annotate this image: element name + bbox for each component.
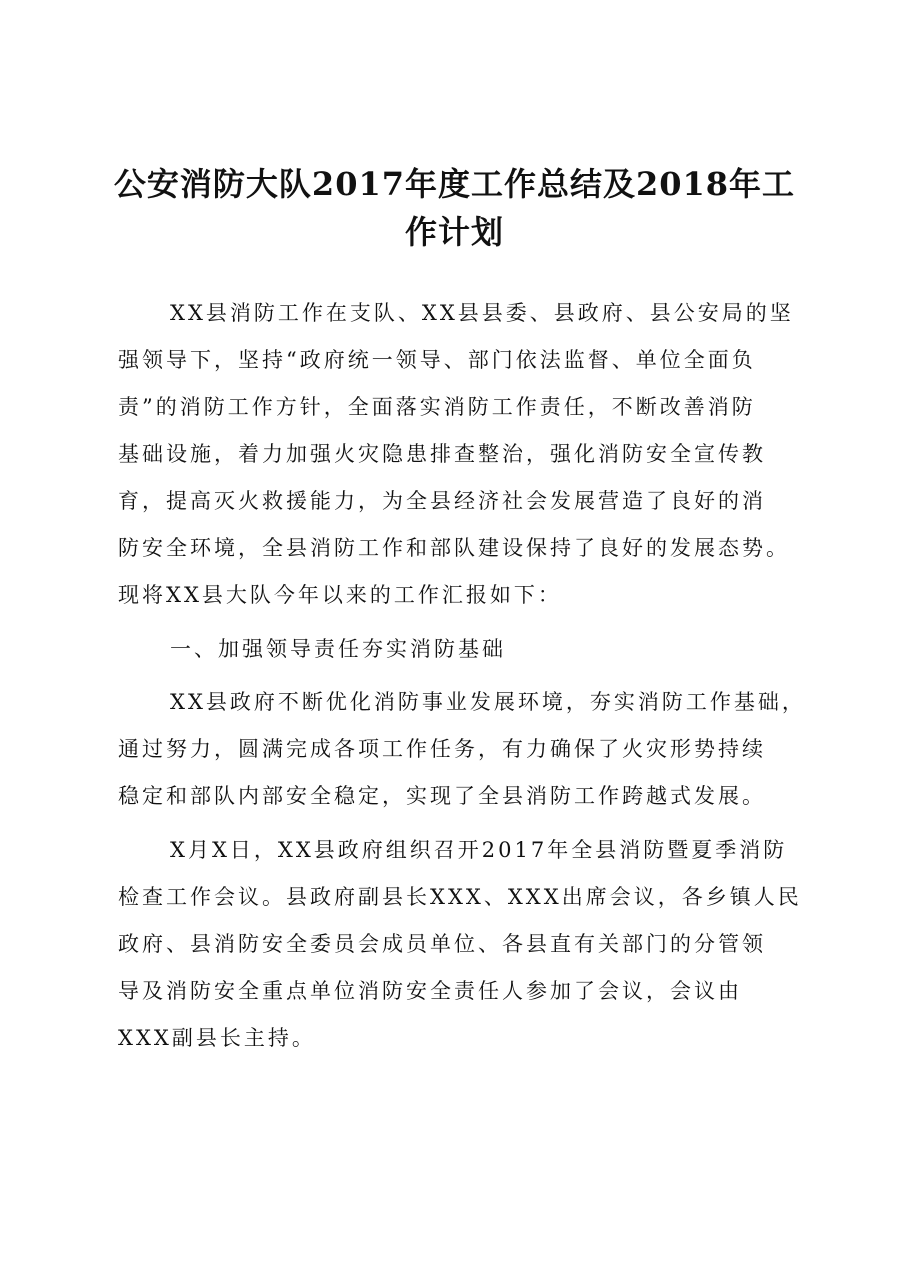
text-line: XX县消防工作在支队、XX县县委、县政府、县公安局的坚 [170, 301, 794, 325]
text-line: 防安全环境，全县消防工作和部队建设保持了良好的发展态势。 [118, 536, 790, 560]
text-line: 稳定和部队内部安全稳定，实现了全县消防工作跨越式发展。 [118, 784, 766, 808]
document-title [100, 160, 809, 256]
document-body [118, 290, 810, 1062]
text-line: X月X日，XX县政府组织召开2017年全县消防暨夏季消防 [170, 838, 788, 862]
title-line-2: 作计划 [404, 213, 504, 251]
text-line: XX县政府不断优化消防事业发展环境，夯实消防工作基础， [170, 690, 806, 714]
section-heading-1 [118, 626, 810, 673]
text-line: 通过努力，圆满完成各项工作任务，有力确保了火灾形势持续 [118, 737, 766, 761]
text-line: 育，提高灭火救援能力，为全县经济社会发展营造了良好的消 [118, 489, 766, 513]
text-line: XXX副县长主持。 [118, 1026, 316, 1050]
paragraph-intro [118, 290, 810, 619]
title-line-1: 公安消防大队2017年度工作总结及2018年工 [113, 165, 796, 203]
section-heading-text: 一、加强领导责任夯实消防基础 [170, 637, 506, 661]
text-line: 检查工作会议。县政府副县长XXX、XXX出席会议，各乡镇人民 [118, 885, 802, 909]
text-line: 现将XX县大队今年以来的工作汇报如下： [118, 583, 562, 607]
text-line: 导及消防安全重点单位消防安全责任人参加了会议，会议由 [118, 979, 742, 1003]
paragraph-meeting [118, 827, 810, 1062]
text-line: 责”的消防工作方针，全面落实消防工作责任，不断改善消防 [118, 395, 756, 419]
text-line: 基础设施，着力加强火灾隐患排查整治，强化消防安全宣传教 [118, 442, 766, 466]
text-line: 强领导下，坚持“政府统一领导、部门依法监督、单位全面负 [118, 348, 756, 372]
text-line: 政府、县消防安全委员会成员单位、各县直有关部门的分管领 [118, 932, 766, 956]
paragraph-section-1 [118, 679, 810, 820]
